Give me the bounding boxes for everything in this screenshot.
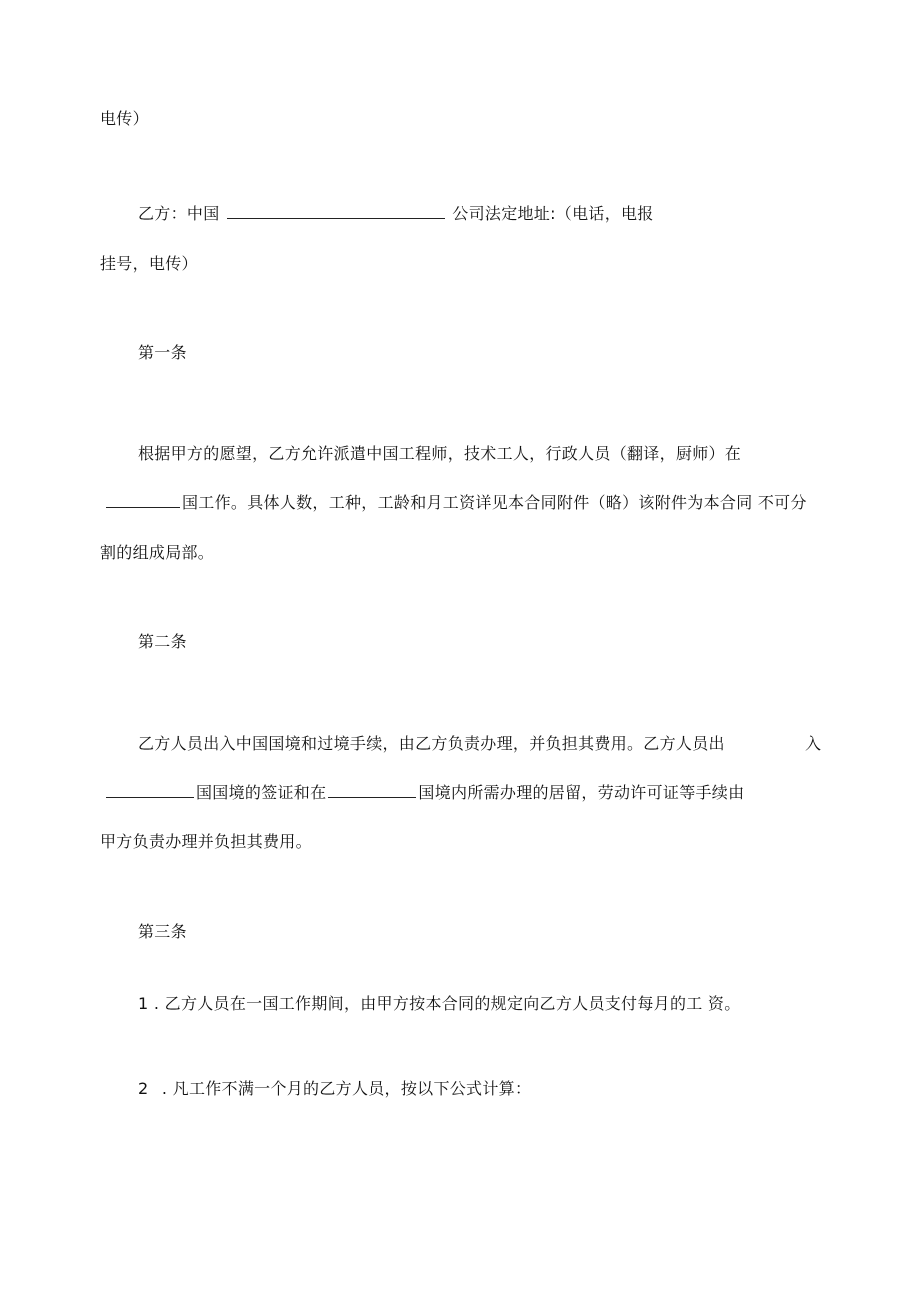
item-2-text: . 凡工作不满一个月的乙方人员，按以下公式计算： xyxy=(161,1079,532,1098)
article-1-line2-text: 国工作。具体人数，工种，工龄和月工资详见本合同附件（略）该附件为本合同 不可分 xyxy=(182,493,807,512)
party-b-line xyxy=(138,206,654,222)
item-1-text: . 乙方人员在一国工作期间，由甲方按本合同的规定向乙方人员支付每月的工 资。 xyxy=(153,994,741,1013)
article-1-line1: 根据甲方的愿望，乙方允许派遣中国工程师，技术工人，行政人员（翻译，厨师）在 xyxy=(138,444,742,463)
article-3-item-1 xyxy=(138,996,741,1012)
article-1-heading: 第一条 xyxy=(138,343,187,362)
exit-country-blank xyxy=(106,785,194,798)
article-2-line2-b: 国境内所需办理的居留，劳动许可证等手续由 xyxy=(418,783,745,802)
party-b-line2: 挂号，电传） xyxy=(100,254,198,273)
continued-text: 电传） xyxy=(100,109,149,128)
article-2-line1-tail: 入 xyxy=(805,734,822,753)
article-3-heading: 第三条 xyxy=(138,922,187,941)
party-b-address: 公司法定地址:（电话，电报 xyxy=(452,204,654,223)
article-2-line3: 甲方负责办理并负担其费用。 xyxy=(100,832,312,851)
item-1-number: 1 xyxy=(138,994,149,1013)
article-2-line2-a: 国国境的签证和在 xyxy=(196,783,327,802)
article-2-heading: 第二条 xyxy=(138,632,187,651)
article-2-line2 xyxy=(104,785,744,801)
article-1-line3: 割的组成局部。 xyxy=(100,543,215,562)
article-3-item-2 xyxy=(138,1081,531,1097)
party-b-prefix: 乙方：中国 xyxy=(138,204,220,223)
article-1-line2 xyxy=(104,495,807,511)
country-blank xyxy=(106,495,180,508)
article-2-line1: 乙方人员出入中国国境和过境手续，由乙方负责办理，并负担其费用。乙方人员出 xyxy=(138,734,725,753)
item-2-number: 2 xyxy=(138,1079,149,1098)
stay-country-blank xyxy=(328,785,416,798)
company-name-blank xyxy=(227,206,445,219)
